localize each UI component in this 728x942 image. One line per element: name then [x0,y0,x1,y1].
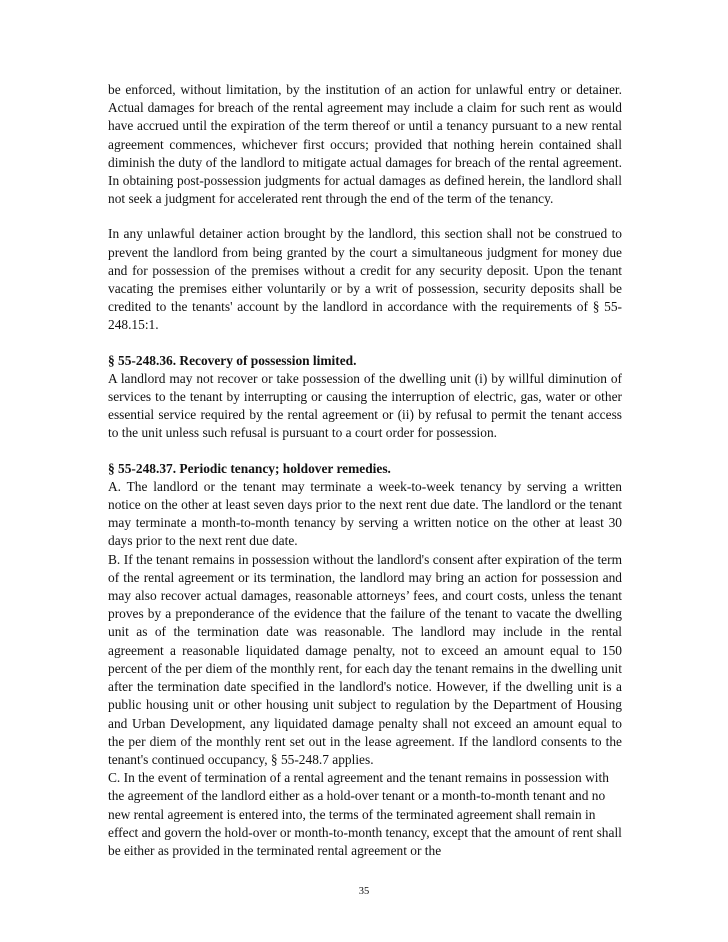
subsection-b: B. If the tenant remains in possession without the landlord's consent after expiration of the term of the rental agreement or its termination, the landlord may bring an action for possession and may also recover actual damages, reasonable attorneys’ fees, and court costs, unless the tenant proves by a preponderance of the evidence that the failure of the tenant to vacate the dwelling unit as of the termination date was reasonable. The landlord may include in the rental agreement a reasonable liquidated damage penalty, not to exceed an amount equal to 150 percent of the per diem of the monthly rent, for each day the tenant remains in the dwelling unit after the termination date specified in the landlord's notice. However, if the dwelling unit is a public housing unit or other housing unit subject to regulation by the Department of Housing and Urban Development, any liquidated damage penalty shall not exceed an amount equal to the per diem of the monthly rent set out in the lease agreement. If the landlord consents to the tenant's continued occupancy, § 55-248.7 applies. [108,551,622,767]
subsection-a: A. The landlord or the tenant may terminate a week-to-week tenancy by serving a written notice on the other at least seven days prior to the next rent due date. The landlord or the tenant may terminate a month-to-month tenancy by serving a written notice on the other at least 30 days prior to the next rent due date. [108,478,622,549]
section-heading-55-248-37: § 55-248.37. Periodic tenancy; holdover remedies. [108,460,391,476]
page-body [108,81,622,860]
paragraph-spacer [108,208,622,225]
paragraph-damages: be enforced, without limitation, by the institution of an action for unlawful entry or detainer. Actual damages for breach of the rental agreement may include a claim for such rent as would have accrued until the expiration of the term thereof or until a tenancy pursuant to a new rental agreement commences, whichever first occurs; provided that nothing herein contained shall diminish the duty of the landlord to mitigate actual damages for breach of the rental agreement. In obtaining post-possession judgments for actual damages as defined herein, the landlord shall not seek a judgment for accelerated rent through the end of the term of the tenancy. [108,82,622,207]
paragraph-unlawful-detainer: In any unlawful detainer action brought by the landlord, this section shall not be construed to prevent the landlord from being granted by the court a simultaneous judgment for money due and for possession of the premises without a credit for any security deposit. Upon the tenant vacating the premises either voluntarily or by a writ of possession, security deposits shall be credited to the tenants' account by the landlord in accordance with the requirements of § 55-248.15:1. [108,226,622,333]
page-number: 35 [358,886,370,897]
section-heading-55-248-36: § 55-248.36. Recovery of possession limited. [108,352,357,368]
paragraph-spacer [108,443,622,460]
paragraph-spacer [108,335,622,352]
subsection-c: C. In the event of termination of a rental agreement and the tenant remains in possession with the agreement of the landlord either as a hold-over tenant or a month-to-month tenant and no new rental agreement is entered into, the terms of the terminated agreement shall remain in effect and govern the hold-over or month-to-month tenancy, except that the amount of rent shall be either as provided in the terminated rental agreement or the [108,770,622,858]
section-body-55-248-36: A landlord may not recover or take possession of the dwelling unit (i) by willful diminution of services to the tenant by interrupting or causing the interruption of electric, gas, water or other essential service required by the rental agreement or (ii) by refusal to permit the tenant access to the unit unless such refusal is pursuant to a court order for possession. [108,370,622,441]
